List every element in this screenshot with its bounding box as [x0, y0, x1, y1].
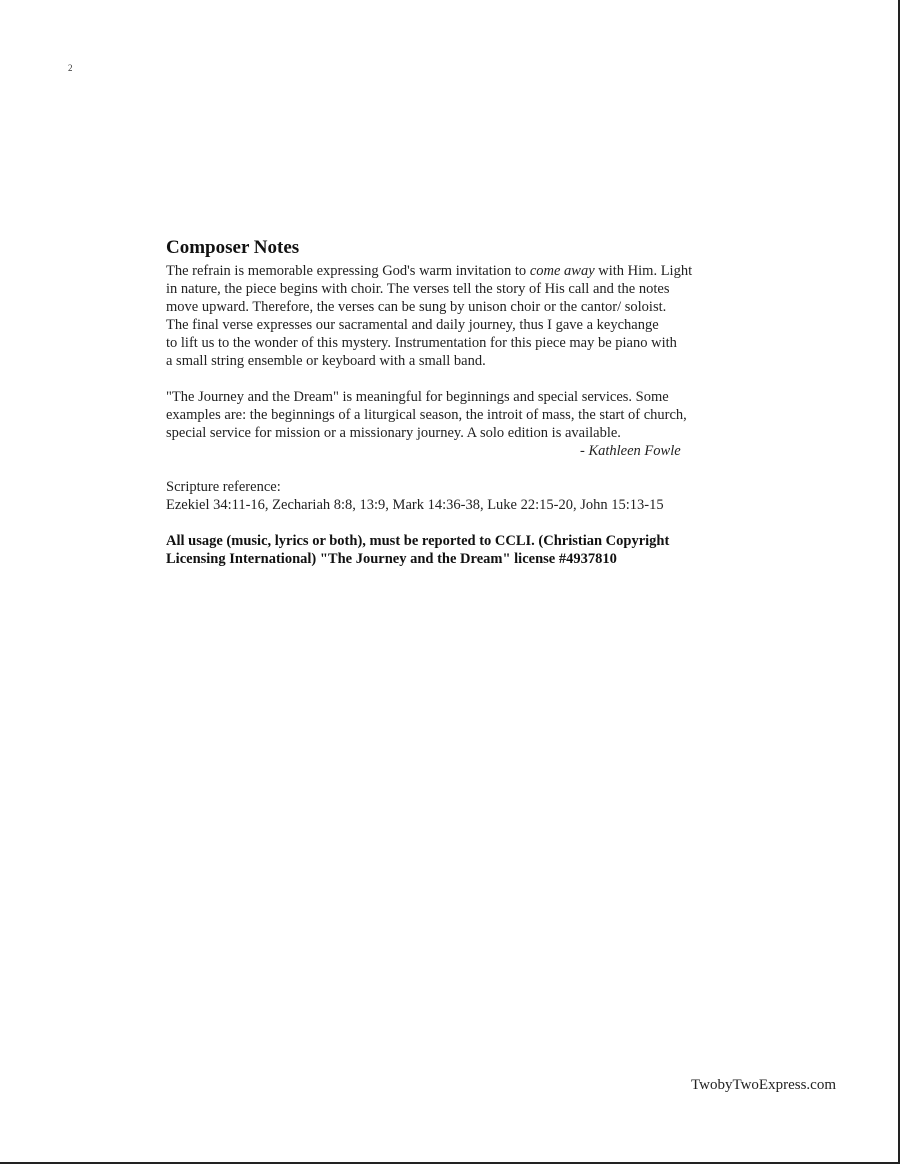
section-heading: Composer Notes — [166, 237, 300, 258]
notes-paragraph-1 — [166, 262, 746, 370]
page-number: 2 — [68, 63, 73, 73]
text-line: The final verse expresses our sacramental and daily journey, thus I gave a keychange — [166, 317, 659, 333]
text-line — [166, 262, 746, 280]
paragraph-gap — [166, 514, 746, 532]
license-line: Licensing International) "The Journey and the Dream" license #4937810 — [166, 551, 617, 567]
notes-paragraph-2 — [166, 388, 746, 460]
scripture-reference — [166, 478, 746, 514]
text-line: in nature, the piece begins with choir. The verses tell the story of His call and the notes — [166, 281, 670, 297]
composer-notes-section — [166, 236, 746, 568]
license-line: All usage (music, lyrics or both), must be reported to CCLI. (Christian Copyright — [166, 533, 670, 549]
paragraph-gap — [166, 370, 746, 388]
text-span: The refrain is memorable expressing God's warm invitation to — [166, 263, 530, 279]
footer-website: TwobyTwoExpress.com — [691, 1077, 836, 1093]
paragraph-gap — [166, 460, 746, 478]
text-span: with Him. Light — [594, 263, 693, 279]
emphasis-text: come away — [529, 263, 595, 279]
text-line: a small string ensemble or keyboard with a small band. — [166, 353, 486, 369]
text-line: special service for mission or a missionary journey. A solo edition is available. — [166, 425, 621, 441]
license-notice — [166, 532, 746, 568]
scripture-label: Scripture reference: — [166, 479, 281, 495]
scripture-refs: Ezekiel 34:11-16, Zechariah 8:8, 13:9, Mark 14:36-38, Luke 22:15-20, John 15:13-15 — [166, 497, 664, 513]
text-line: "The Journey and the Dream" is meaningful for beginnings and special services. Some — [166, 389, 669, 405]
text-line: examples are: the beginnings of a liturgical season, the introit of mass, the start of church, — [166, 407, 687, 423]
text-line: to lift us to the wonder of this mystery. Instrumentation for this piece may be piano with — [166, 335, 677, 351]
composer-signature: - Kathleen Fowle — [580, 443, 681, 459]
text-line: move upward. Therefore, the verses can be sung by unison choir or the cantor/ soloist. — [166, 299, 667, 315]
